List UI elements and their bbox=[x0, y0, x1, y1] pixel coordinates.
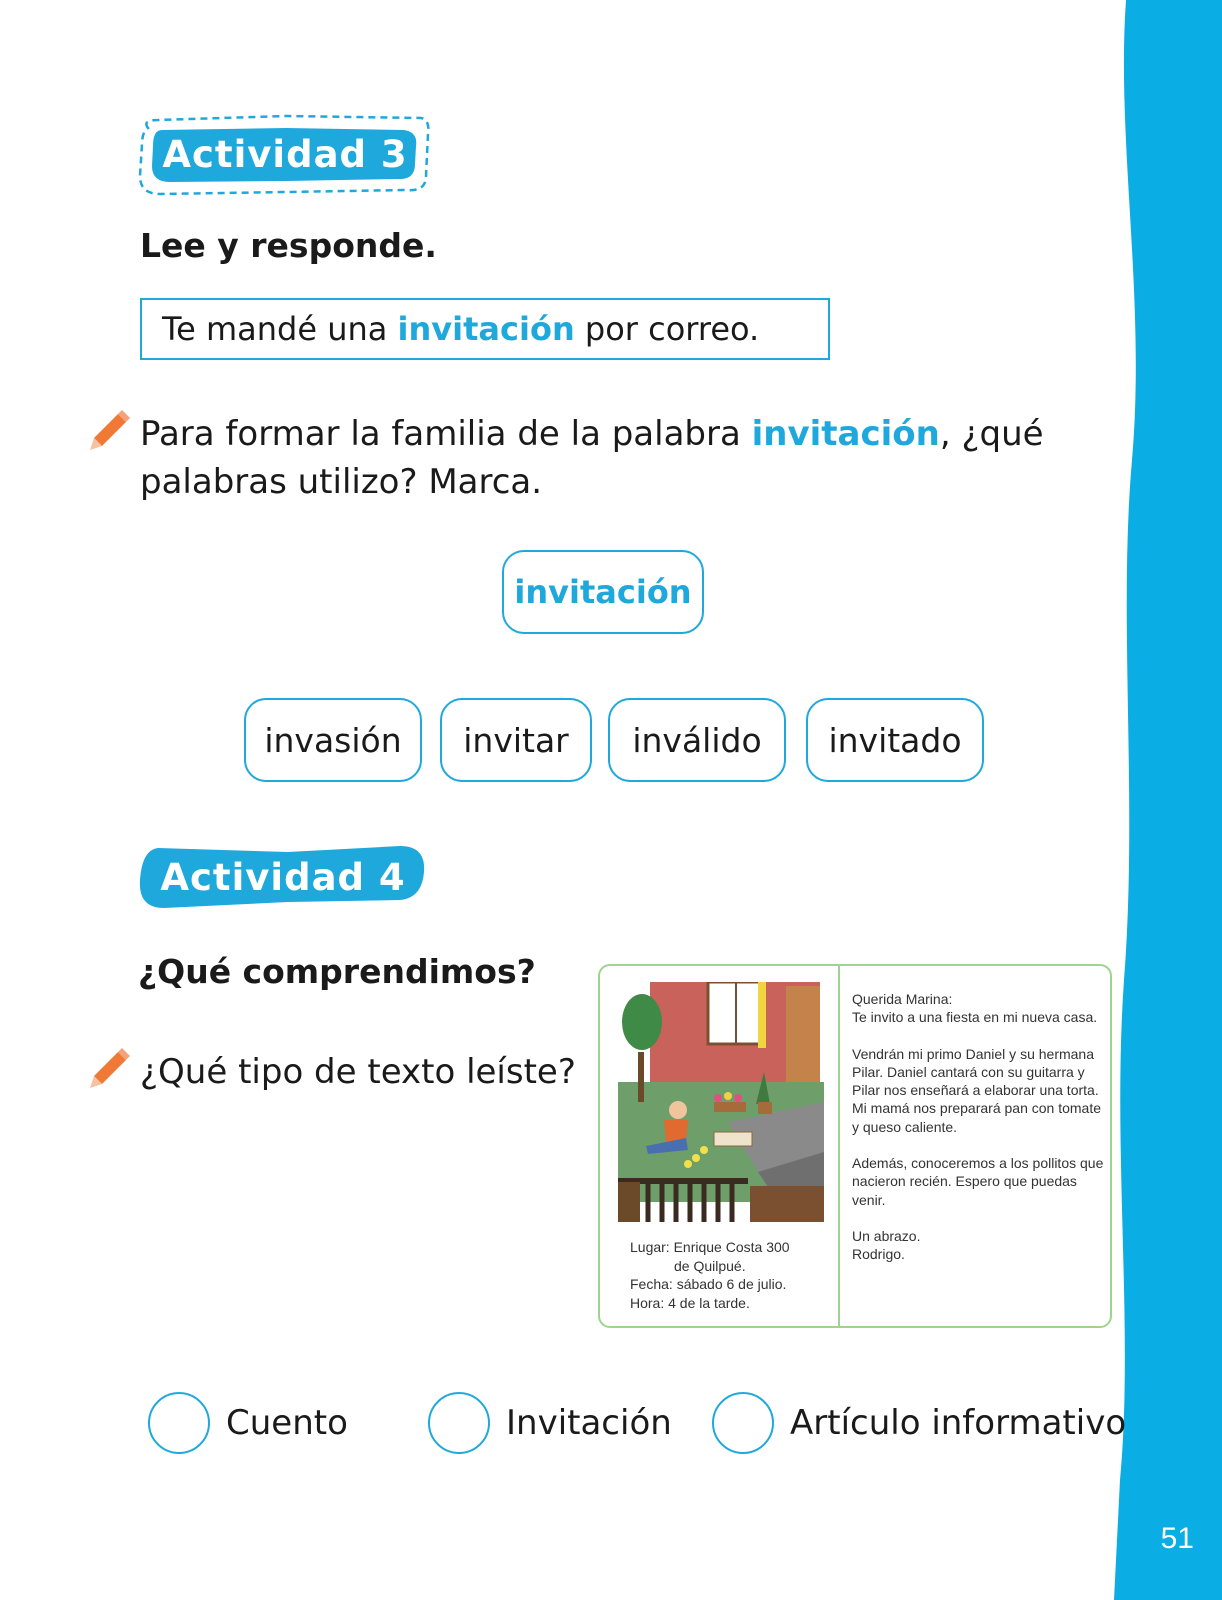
radio-circle[interactable] bbox=[712, 1392, 774, 1454]
answer-option-invitacion[interactable] bbox=[428, 1392, 672, 1454]
card-divider bbox=[838, 966, 840, 1326]
word-option-invitado[interactable]: invitado bbox=[806, 698, 984, 782]
instruction-text: Lee y responde. bbox=[140, 226, 437, 265]
question-1-highlight: invitación bbox=[751, 414, 940, 454]
activity-3-badge bbox=[136, 112, 434, 196]
details-place: Lugar: Enrique Costa 300 bbox=[630, 1239, 790, 1255]
letter-paragraph-2: Además, conoceremos a los pollitos que nacieron recién. Espero que puedas venir. bbox=[852, 1155, 1104, 1208]
letter-greeting: Querida Marina: Te invito a una fiesta en mi nueva casa. bbox=[852, 991, 1098, 1026]
sentence-box bbox=[140, 298, 830, 360]
radio-circle[interactable] bbox=[148, 1392, 210, 1454]
word-option-invalido[interactable]: inválido bbox=[608, 698, 786, 782]
invitation-card bbox=[598, 964, 1112, 1328]
word-option-invitar[interactable]: invitar bbox=[440, 698, 592, 782]
question-1-part1: Para formar la familia de la palabra bbox=[140, 414, 741, 454]
details-place-city: de Quilpué. bbox=[674, 1257, 746, 1274]
answer-label: Artículo informativo bbox=[790, 1403, 1127, 1443]
invitation-details bbox=[630, 1238, 790, 1312]
answer-option-articulo-informativo[interactable] bbox=[712, 1392, 1126, 1454]
answer-label: Cuento bbox=[226, 1403, 348, 1443]
sentence-highlight: invitación bbox=[397, 310, 575, 348]
activity-4-title: ¿Qué comprendimos? bbox=[138, 952, 536, 991]
answer-label: Invitación bbox=[506, 1403, 672, 1443]
radio-circle[interactable] bbox=[428, 1392, 490, 1454]
question-1-line2: palabras utilizo? Marca. bbox=[140, 462, 543, 502]
word-option-invasion[interactable]: invasión bbox=[244, 698, 422, 782]
main-word-box: invitación bbox=[502, 550, 704, 634]
details-date: Fecha: sábado 6 de julio. bbox=[630, 1276, 787, 1292]
letter-closing: Un abrazo. Rodrigo. bbox=[852, 1227, 921, 1263]
page-number: 51 bbox=[1160, 1522, 1194, 1555]
letter-paragraph-1: Vendrán mi primo Daniel y su hermana Pilar. Daniel cantará con su guitarra y Pilar nos enseñará a elaborar una torta. Mi mamá nos preparará pan con tomate y queso caliente. bbox=[852, 1045, 1102, 1135]
invitation-letter bbox=[852, 990, 1104, 1282]
answer-option-cuento[interactable] bbox=[148, 1392, 348, 1454]
house-illustration bbox=[618, 982, 824, 1222]
question-2: ¿Qué tipo de texto leíste? bbox=[140, 1052, 576, 1092]
question-1 bbox=[140, 410, 1044, 506]
question-1-part2: , ¿qué bbox=[939, 414, 1044, 454]
activity-3-label: Actividad 3 bbox=[162, 132, 408, 176]
details-time: Hora: 4 de la tarde. bbox=[630, 1294, 750, 1311]
activity-4-label: Actividad 4 bbox=[160, 855, 406, 899]
activity-4-badge bbox=[138, 846, 428, 908]
sentence-after: por correo. bbox=[584, 310, 760, 348]
sentence-before: Te mandé una bbox=[162, 310, 388, 348]
side-band bbox=[1112, 0, 1222, 1600]
pencil-icon bbox=[88, 410, 130, 452]
pencil-icon bbox=[88, 1048, 130, 1090]
